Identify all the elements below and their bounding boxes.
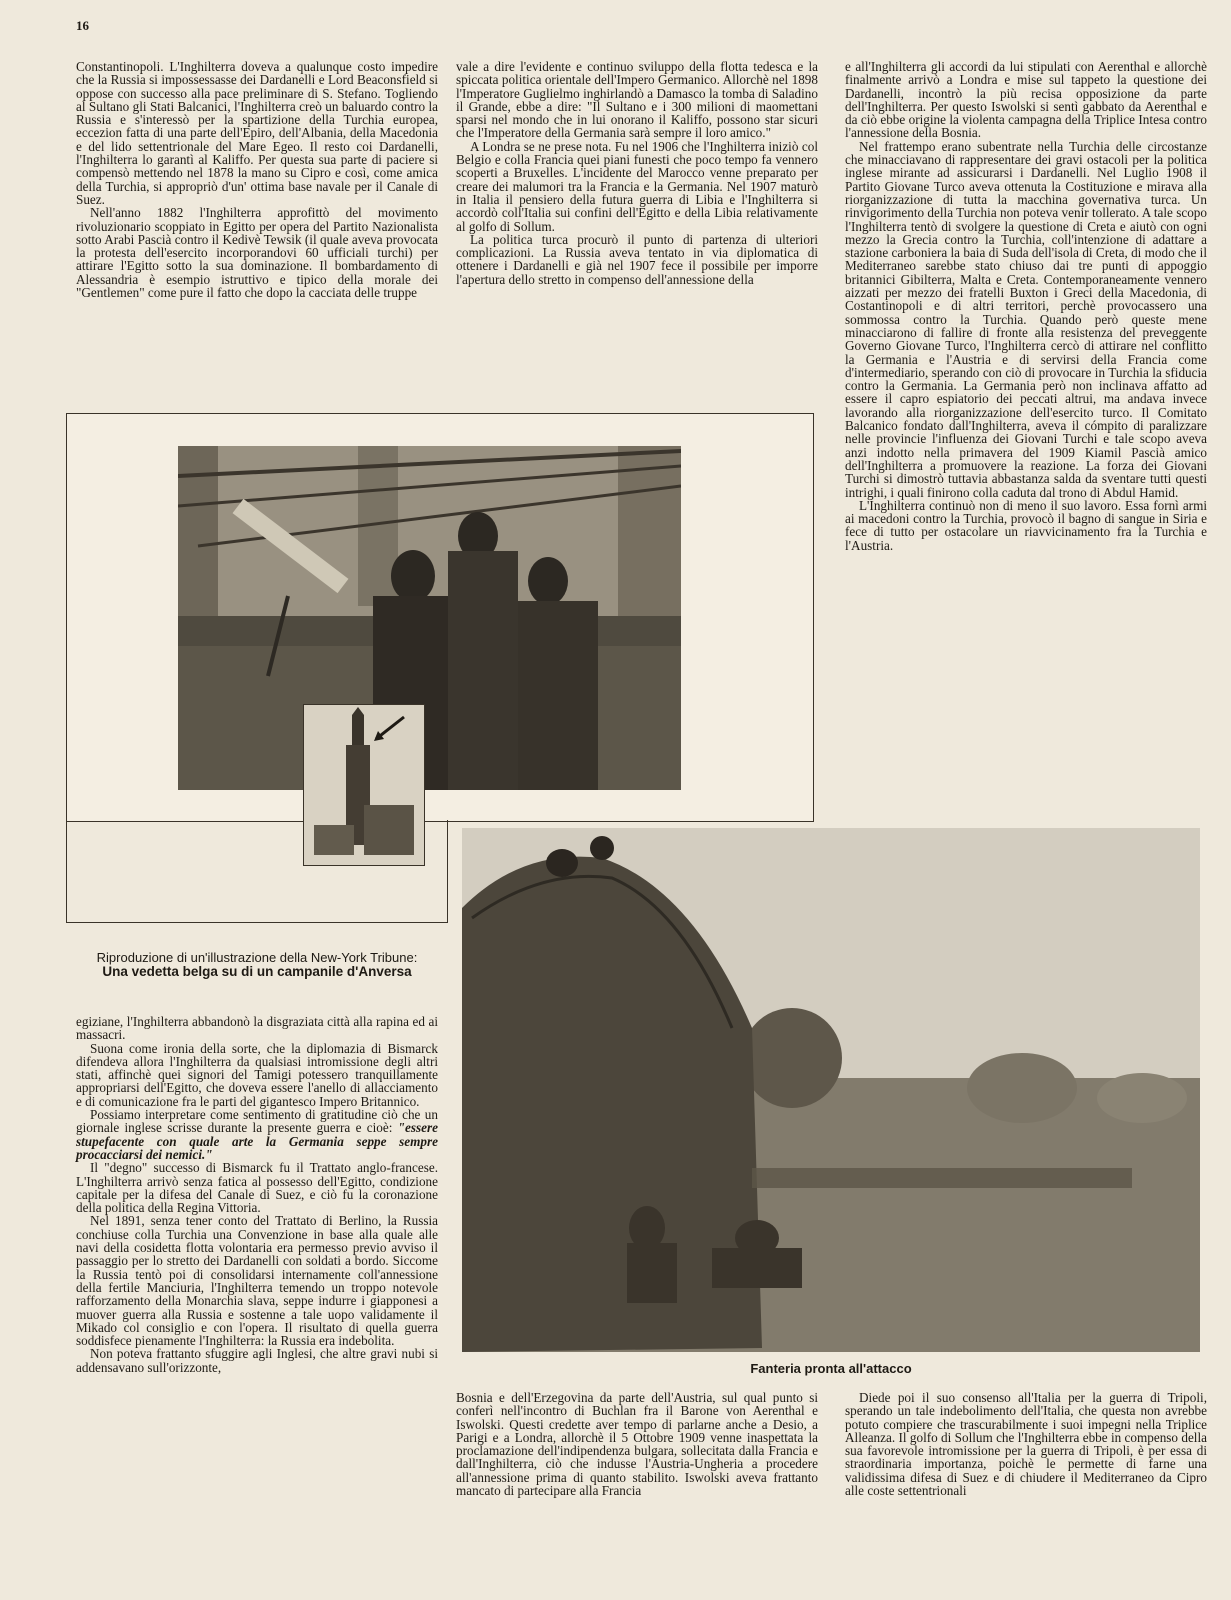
photo-antwerp-bell-tower	[303, 704, 425, 866]
paragraph: Non poteva frattanto sfuggire agli Inglesi, che altre gravi nubi si addensavano sull'orizzonte,	[76, 1346, 438, 1375]
paragraph: Suona come ironia della sorte, che la diplomazia di Bismarck difendeva allora l'Inghilterra da qualsiasi intromissione degli altri stati, affinchè quei signori del Tamigi potessero tranquillamente appropriarsi dell'Egitto, che doveva essere l'anello di allacciamento e di comunicazione fra le parti del gigantesco Impero Britannico.	[76, 1040, 438, 1109]
paragraph	[76, 1108, 438, 1161]
article-column-1-top	[76, 60, 438, 299]
paragraph: A Londra se ne prese nota. Fu nel 1906 che l'Inghilterra iniziò col Belgio e colla Francia quei piani funesti che poco tempo fa vennero scoperti a Bruxelles. L'incidente del Marocco venne preparato per creare dei malumori tra la Francia e la Germania. Nel 1907 maturò in Italia il pensiero della futura guerra di Libia e l'Inghilterra si accordò coll'Italia sui confini dell'Egitto e della Libia relativamente al golfo di Sollum.	[456, 138, 818, 234]
article-column-1-bottom	[76, 1015, 438, 1374]
paragraph: La politica turca procurò il punto di partenza di ulteriori complicazioni. La Russia aveva tentato in via diplomatica di ottenere i Dardanelli e già nel 1907 fece il possibile per imporre l'apertura dello stretto in compenso dell'annessione della	[456, 231, 818, 287]
paragraph: Nel 1891, senza tener conto del Trattato di Berlino, la Russia conchiuse colla Turchia una Convenzione in base alla quale alle navi della cosidetta flotta volontaria era permesso previo avviso il passaggio per lo stretto dei Dardanelli con soldati a bordo. Siccome la Russia tentò poi di consolidarsi internamente coll'annessione della fertile Manciuria, l'Inghilterra temendo un troppo notevole rafforzamento della Monarchia slava, seppe indurre i giapponesi a muover guerra alla Russia e sostenne a tale uopo validamente il Mikado col consiglio e con l'opera. Il risultato di quella guerra soddisfece pienamente l'Inghilterra: la Russia era indebolita.	[76, 1213, 438, 1349]
paragraph: Nell'anno 1882 l'Inghilterra approfittò del movimento rivoluzionario scoppiato in Egitto per opera del Partito Nazionalista sotto Arabi Pascià contro il Kedivè Tewsik (il quale aveva provocata la protesta dell'esercito incorporandovi 60 ufficiali turchi) per attirare l'Egitto sotto la sua dominazione. Il bombardamento di Alessandria è esempio istruttivo e tipico della morale dei "Gentlemen" come pure il fatto che dopo la cacciata delle truppe	[76, 205, 438, 301]
article-column-3	[845, 60, 1207, 552]
paragraph: Il "degno" successo di Bismarck fu il Trattato anglo-francese. L'Inghilterra arrivò senza fatica al possesso dell'Egitto, condizione capitale per la difesa del Canale di Suez, e ciò fu la coronazione della politica della Regina Vittoria.	[76, 1160, 438, 1216]
article-column-2-top	[456, 60, 818, 286]
paragraph: e all'Inghilterra gli accordi da lui stipulati con Aerenthal e allorchè finalmente arrivò a Londra e mise sul tappeto la questione dei Dardanelli, incontrò la più recisa opposizione da parte dell'Inghilterra. Per questo Iswolski si sentì gabbato da Aerenthal e da ciò ebbe origine la violenta campagna della Triplice Intesa contro l'annessione della Bosnia.	[845, 59, 1207, 141]
quoted-text: "essere stupefacente con quale arte la Germania seppe sempre procacciarsi dei nemici."	[76, 1120, 438, 1162]
caption-title: Una vedetta belga su di un campanile d'Anversa	[102, 964, 412, 979]
paragraph: vale a dire l'evidente e continuo sviluppo della flotta tedesca e la spiccata politica orientale dell'Impero Germanico. Allorchè nel 1898 l'Imperatore Guglielmo inghirlandò a Damasco la tomba di Saladino il Grande, ebbe a dire: "Il Sultano e i 300 milioni di maomettani sparsi nel mondo che in lui onorano il Kaliffo, possono star sicuri che l'Imperatore della Germania sarà sempre il loro amico."	[456, 59, 818, 141]
photo-belgian-lookouts	[178, 446, 681, 790]
article-column-2-bottom	[456, 1391, 818, 1497]
paragraph-text: Possiamo interpretare come sentimento di gratitudine ciò che un giornale inglese scrisse durante la presente guerra e cioè:	[76, 1107, 438, 1136]
paragraph: egiziane, l'Inghilterra abbandonò la disgraziata città alla rapina ed ai massacri.	[76, 1014, 438, 1043]
paragraph: Bosnia e dell'Erzegovina da parte dell'Austria, sul qual punto si conferì nell'incontro di Buchlan fra il Barone von Aerenthal e Iswolski. Questi credette aver tempo di parlarne anche a Desio, a Parigi e a Londra, allorchè il 5 Ottobre 1909 venne inaspettata la proclamazione dell'indipendenza bulgara, sollecitata dalla Francia e dall'Inghilterra, ciò che indusse l'Austria-Ungheria a procedere all'annessione prima di quanto stabilito. Iswolski aveva frattanto mancato di partecipare alla Francia	[456, 1390, 818, 1499]
paragraph: Nel frattempo erano subentrate nella Turchia delle circostanze che minacciavano di rappresentare dei gravi ostacoli per la politica inglese mirante ad assicurarsi i Dardanelli. Nel Luglio 1908 il Partito Giovane Turco aveva ottenuta la Costituzione e mirava alla riorganizzazione di tutta la macchina governativa turca. Un rinvigorimento della Turchia non poteva venir tollerato. A tale scopo l'Inghilterra tentò di svolgere la questione di Creta e aiutò con ogni mezzo la Grecia contro la Turchia, coll'intenzione di adattare a stazione carboniera la baia di Suda dell'isola di Creta, di modo che il Mediterraneo sarebbe stato chiuso dai tre punti di appoggio britannici Gibilterra, Malta e Creta. Contemporaneamente vennero aizzati per mezzo dei fratelli Buxton i Greci della Macedonia, di Costantinopoli e di altri territori, perchè provocassero una sommossa contro la Turchia. Quando però queste mene minacciarono di fallire di fronte alla resistenza del preveggente Governo Giovane Turco, l'Inghilterra cercò di attirare nel conflitto la Germania e l'Austria e di servirsi della Francia come d'intermediario, sperando con ciò di provocare in Turchia la sfiducia contro la Germania. La Germania però non inclinava affatto ad essere il capro espiatorio dei peccati altrui, ma andava invece lavorando alla riorganizzazione dell'esercito turco. Il Comitato Balcanico fondato dall'Inghilterra, aveva il cómpito di paralizzare nelle provincie l'influenza dei Giovani Turchi e tale scopo aveva anzi indotto nella primavera del 1909 Kiamil Pascià amico dell'Inghilterra a promuovere la reazione. La forza dei Giovani Turchi si dimostrò tuttavia abbastanza salda da sventare tutti questi intrighi, i quali finirono colla caduta dal trono di Abdul Hamid.	[845, 138, 1207, 500]
illustration-caption	[76, 951, 438, 979]
paragraph: Diede poi il suo consenso all'Italia per la guerra di Tripoli, sperando un tale indebolimento dell'Italia, che questa non avrebbe potuto compiere che trascurabilmente i suoi impegni nella Triplice Alleanza. Il golfo di Sollum che l'Inghilterra ebbe in compenso della sua favorevole intromissione per la guerra di Tripoli, è per essa di straordinaria importanza, poichè le permette di farne una validissima difesa di Suez e di chiudere il Mediterraneo da Cipro alle coste settentrionali	[845, 1390, 1207, 1499]
photo-infantry-ready-to-attack	[462, 828, 1200, 1352]
article-column-3-bottom	[845, 1391, 1207, 1497]
illustration-caption: Fanteria pronta all'attacco	[750, 1361, 912, 1376]
page-number: 16	[76, 18, 89, 33]
paragraph: L'Inghilterra continuò non di meno il suo lavoro. Essa fornì armi ai macedoni contro la Turchia, provocò il bagno di sangue in Siria e fece di tutto per ostacolare un riavvicinamento fra la Turchia e l'Austria.	[845, 497, 1207, 553]
paragraph: Constantinopoli. L'Inghilterra doveva a qualunque costo impedire che la Russia si impossessasse dei Dardanelli e Lord Beaconsfield si oppose con successo alla pace preliminare di S. Stefano. Togliendo al Sultano gli Stati Balcanici, l'Inghilterra creò un baluardo contro la Russia e s'interessò per la spartizione della Turchia europea, eccezion fatta di una parte dell'Epiro, dell'Albania, della Macedonia e del lido settentrionale del Mare Egeo. Il resto coi Dardanelli, l'Inghilterra lo garantì al Kaliffo. Per questa sua parte di paciere si compensò mettendo nel 1878 la mano su Cipro e così, come amica della Turchia, si appropriò d'un' ottima base navale per il Canale di Suez.	[76, 59, 438, 207]
caption-credit: Riproduzione di un'illustrazione della New-York Tribune:	[96, 950, 418, 965]
